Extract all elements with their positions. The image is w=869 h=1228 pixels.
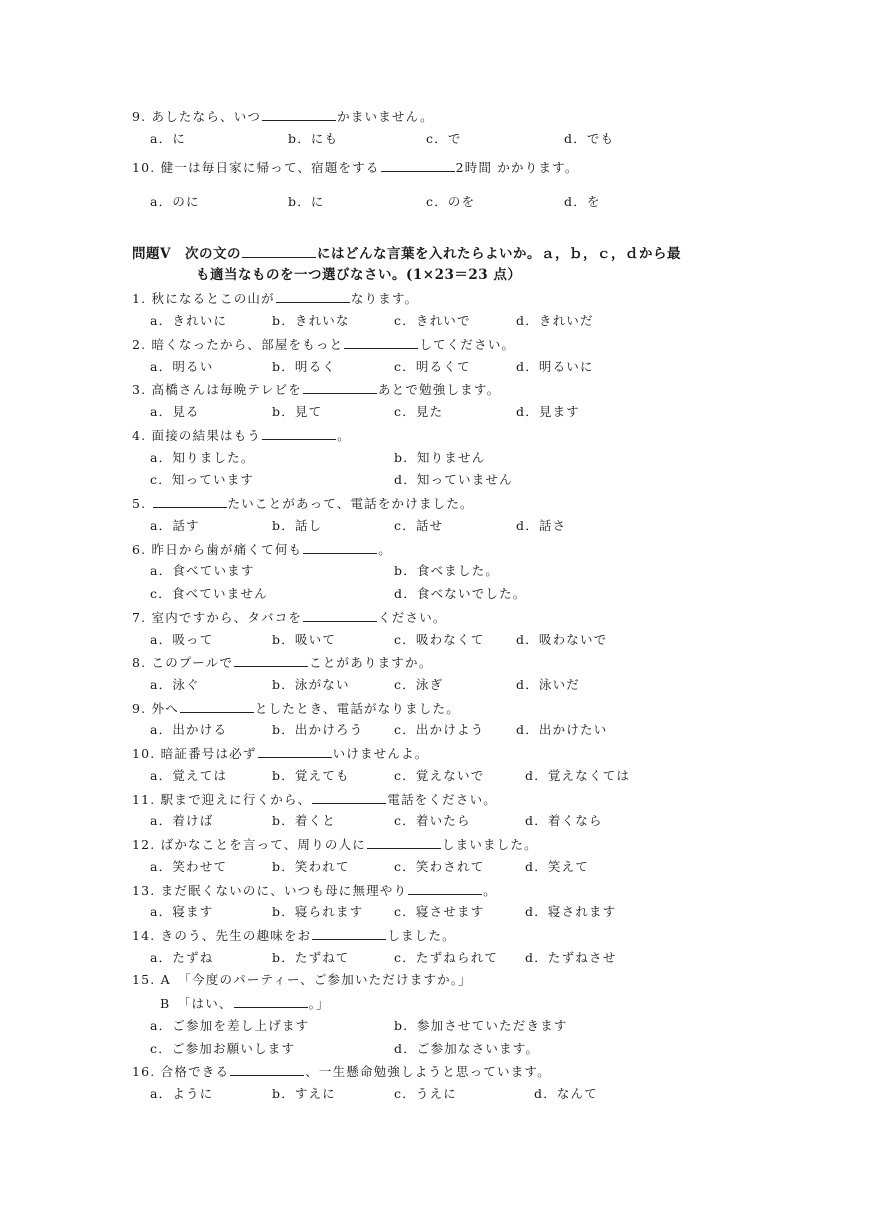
answer-blank	[258, 745, 332, 758]
option-a: a．に	[150, 131, 187, 146]
option-b: b．に	[288, 194, 325, 209]
prev-question-9	[132, 108, 434, 125]
option-a: a．泳ぐ	[150, 677, 200, 692]
option-d: d．を	[564, 194, 601, 209]
option-b: b．話し	[272, 518, 323, 533]
option-b: b．覚えても	[272, 768, 350, 783]
option-c: c．きれいで	[394, 313, 471, 328]
answer-blank	[312, 927, 386, 940]
option-c: c．のを	[426, 194, 476, 209]
option-a: a．話す	[150, 518, 200, 533]
option-b: b．たずねて	[272, 950, 350, 965]
option-c: c．泳ぎ	[394, 677, 444, 692]
option-b: b．きれいな	[272, 313, 350, 328]
option-d: d．泳いだ	[516, 677, 581, 692]
option-c: c．ご参加お願いします	[150, 1041, 296, 1056]
option-c: c．知っています	[150, 472, 255, 487]
option-d: d．見ます	[516, 404, 581, 419]
answer-blank	[408, 882, 482, 895]
header-blank	[242, 243, 316, 258]
option-b: b．すえに	[272, 1086, 337, 1101]
option-b: b．笑われて	[272, 859, 350, 874]
question-number: 10.	[132, 160, 156, 175]
option-d: d．なんて	[534, 1086, 599, 1101]
option-a: a．知りました。	[150, 450, 255, 465]
answer-blank	[234, 654, 308, 667]
option-a: a．笑わせて	[150, 859, 228, 874]
question-5: 5. たいことがあって、電話をかけました。	[132, 496, 474, 511]
option-c: c．食べていません	[150, 586, 268, 601]
option-c: c．着いたら	[394, 813, 471, 828]
question-11: 11. 駅まで迎えに行くから、 電話をください。	[132, 792, 497, 807]
option-b: b．吸いて	[272, 632, 337, 647]
option-a: a．きれいに	[150, 313, 228, 328]
question-15-line2: B 「はい、 。」	[160, 996, 330, 1011]
question-3: 3. 高橋さんは毎晩テレビを あとで勉強します。	[132, 382, 501, 397]
option-a: a．食べています	[150, 563, 255, 578]
option-d: d．きれいだ	[516, 313, 594, 328]
option-b: b．食べました。	[394, 563, 500, 578]
option-d: d．出かけたい	[516, 722, 608, 737]
option-d: d．知っていません	[394, 472, 513, 487]
option-a: a．見る	[150, 404, 200, 419]
option-c: c．笑わされて	[394, 859, 485, 874]
question-number: 9.	[132, 109, 147, 124]
option-d: d．話さ	[516, 518, 567, 533]
option-c: c．寝させます	[394, 904, 485, 919]
question-12: 12. ばかなことを言って、周りの人に しまいました。	[132, 837, 538, 852]
question-8: 8. このプールで ことがありますか。	[132, 655, 433, 670]
question-13: 13. まだ眠くないのに、いつも母に無理やり 。	[132, 883, 497, 898]
question-text: あしたなら、いつ	[151, 109, 262, 124]
option-a: a．ように	[150, 1086, 214, 1101]
option-d: d．着くなら	[525, 813, 603, 828]
answer-blank	[367, 836, 441, 849]
option-c: c．明るくて	[394, 359, 471, 374]
option-c: c．出かけよう	[394, 722, 485, 737]
answer-blank	[180, 700, 254, 713]
option-c: c．見た	[394, 404, 444, 419]
option-b: b．着くと	[272, 813, 337, 828]
question-4: 4. 面接の結果はもう 。	[132, 428, 351, 443]
option-b: b．明るく	[272, 359, 337, 374]
option-d: d．寝されます	[525, 904, 617, 919]
option-a: a．寝ます	[150, 904, 214, 919]
option-b: b．泳がない	[272, 677, 350, 692]
option-b: b．出かけろう	[272, 722, 364, 737]
question-16: 16. 合格できる 、一生懸命勉強しようと思っています。	[132, 1064, 551, 1079]
option-a: a．たずね	[150, 950, 214, 965]
option-d: d．でも	[564, 131, 615, 146]
answer-blank	[303, 381, 377, 394]
question-14: 14. きのう、先生の趣味をお しました。	[132, 928, 456, 943]
option-c: c．吸わなくて	[394, 632, 485, 647]
option-a: a．のに	[150, 194, 200, 209]
answer-blank	[312, 791, 386, 804]
option-d: d．明るいに	[516, 359, 594, 374]
option-b: b．知りません	[394, 450, 486, 465]
answer-blank	[303, 609, 377, 622]
option-a: a．明るい	[150, 359, 214, 374]
option-d: d．たずねさせ	[525, 950, 617, 965]
question-1: 1. 秋になるとこの山が なります。	[132, 291, 419, 306]
section-instructions: も適当なものを一つ選びなさい。(1×23＝23 点）	[196, 267, 522, 283]
question-2: 2. 暗くなったから、部屋をもっと してください。	[132, 337, 516, 352]
answer-blank	[344, 336, 418, 349]
answer-blank	[262, 427, 336, 440]
option-c: c．で	[426, 131, 462, 146]
answer-blank	[276, 290, 350, 303]
answer-blank	[262, 108, 336, 121]
option-d: d．笑えて	[525, 859, 590, 874]
option-b: b．参加させていただきます	[394, 1018, 568, 1033]
question-10: 10. 暗証番号は必ず いけませんよ。	[132, 746, 429, 761]
option-c: c．うえに	[394, 1086, 458, 1101]
option-a: a．ご参加を差し上げます	[150, 1018, 310, 1033]
option-d: d．吸わないで	[516, 632, 608, 647]
option-b: b．見て	[272, 404, 323, 419]
question-15: 15. A 「今度のパーティー、ご参加いただけますか。」	[132, 972, 472, 987]
prev-question-10	[132, 159, 579, 176]
question-9: 9. 外へ としたとき、電話がなりました。	[132, 701, 460, 716]
option-a: a．吸って	[150, 632, 214, 647]
option-d: d．覚えなくては	[525, 768, 631, 783]
answer-blank	[381, 159, 455, 172]
answer-blank	[230, 1063, 304, 1076]
option-a: a．覚えては	[150, 768, 228, 783]
answer-blank	[153, 495, 227, 508]
question-6: 6. 昨日から歯が痛くて何も 。	[132, 542, 392, 557]
section-header: 問題Ⅴ 次の文の にはどんな言葉を入れたらよいか。ａ，ｂ，ｃ，ｄから最	[132, 243, 681, 264]
option-c: c．たずねられて	[394, 950, 499, 965]
question-text: 2時間 かかります。	[455, 160, 579, 175]
answer-blank	[234, 995, 308, 1008]
option-a: a．出かける	[150, 722, 228, 737]
question-text: 健一は毎日家に帰って、宿題をする	[160, 160, 380, 175]
option-c: c．話せ	[394, 518, 444, 533]
option-b: b．にも	[288, 131, 339, 146]
question-text: かまいません。	[337, 109, 434, 124]
answer-blank	[303, 541, 377, 554]
option-d: d．食べないでした。	[394, 586, 527, 601]
question-7: 7. 室内ですから、タバコを ください。	[132, 610, 447, 625]
option-a: a．着けば	[150, 813, 214, 828]
option-d: d．ご参加なさいます。	[394, 1041, 540, 1056]
option-c: c．覚えないで	[394, 768, 485, 783]
option-b: b．寝られます	[272, 904, 364, 919]
